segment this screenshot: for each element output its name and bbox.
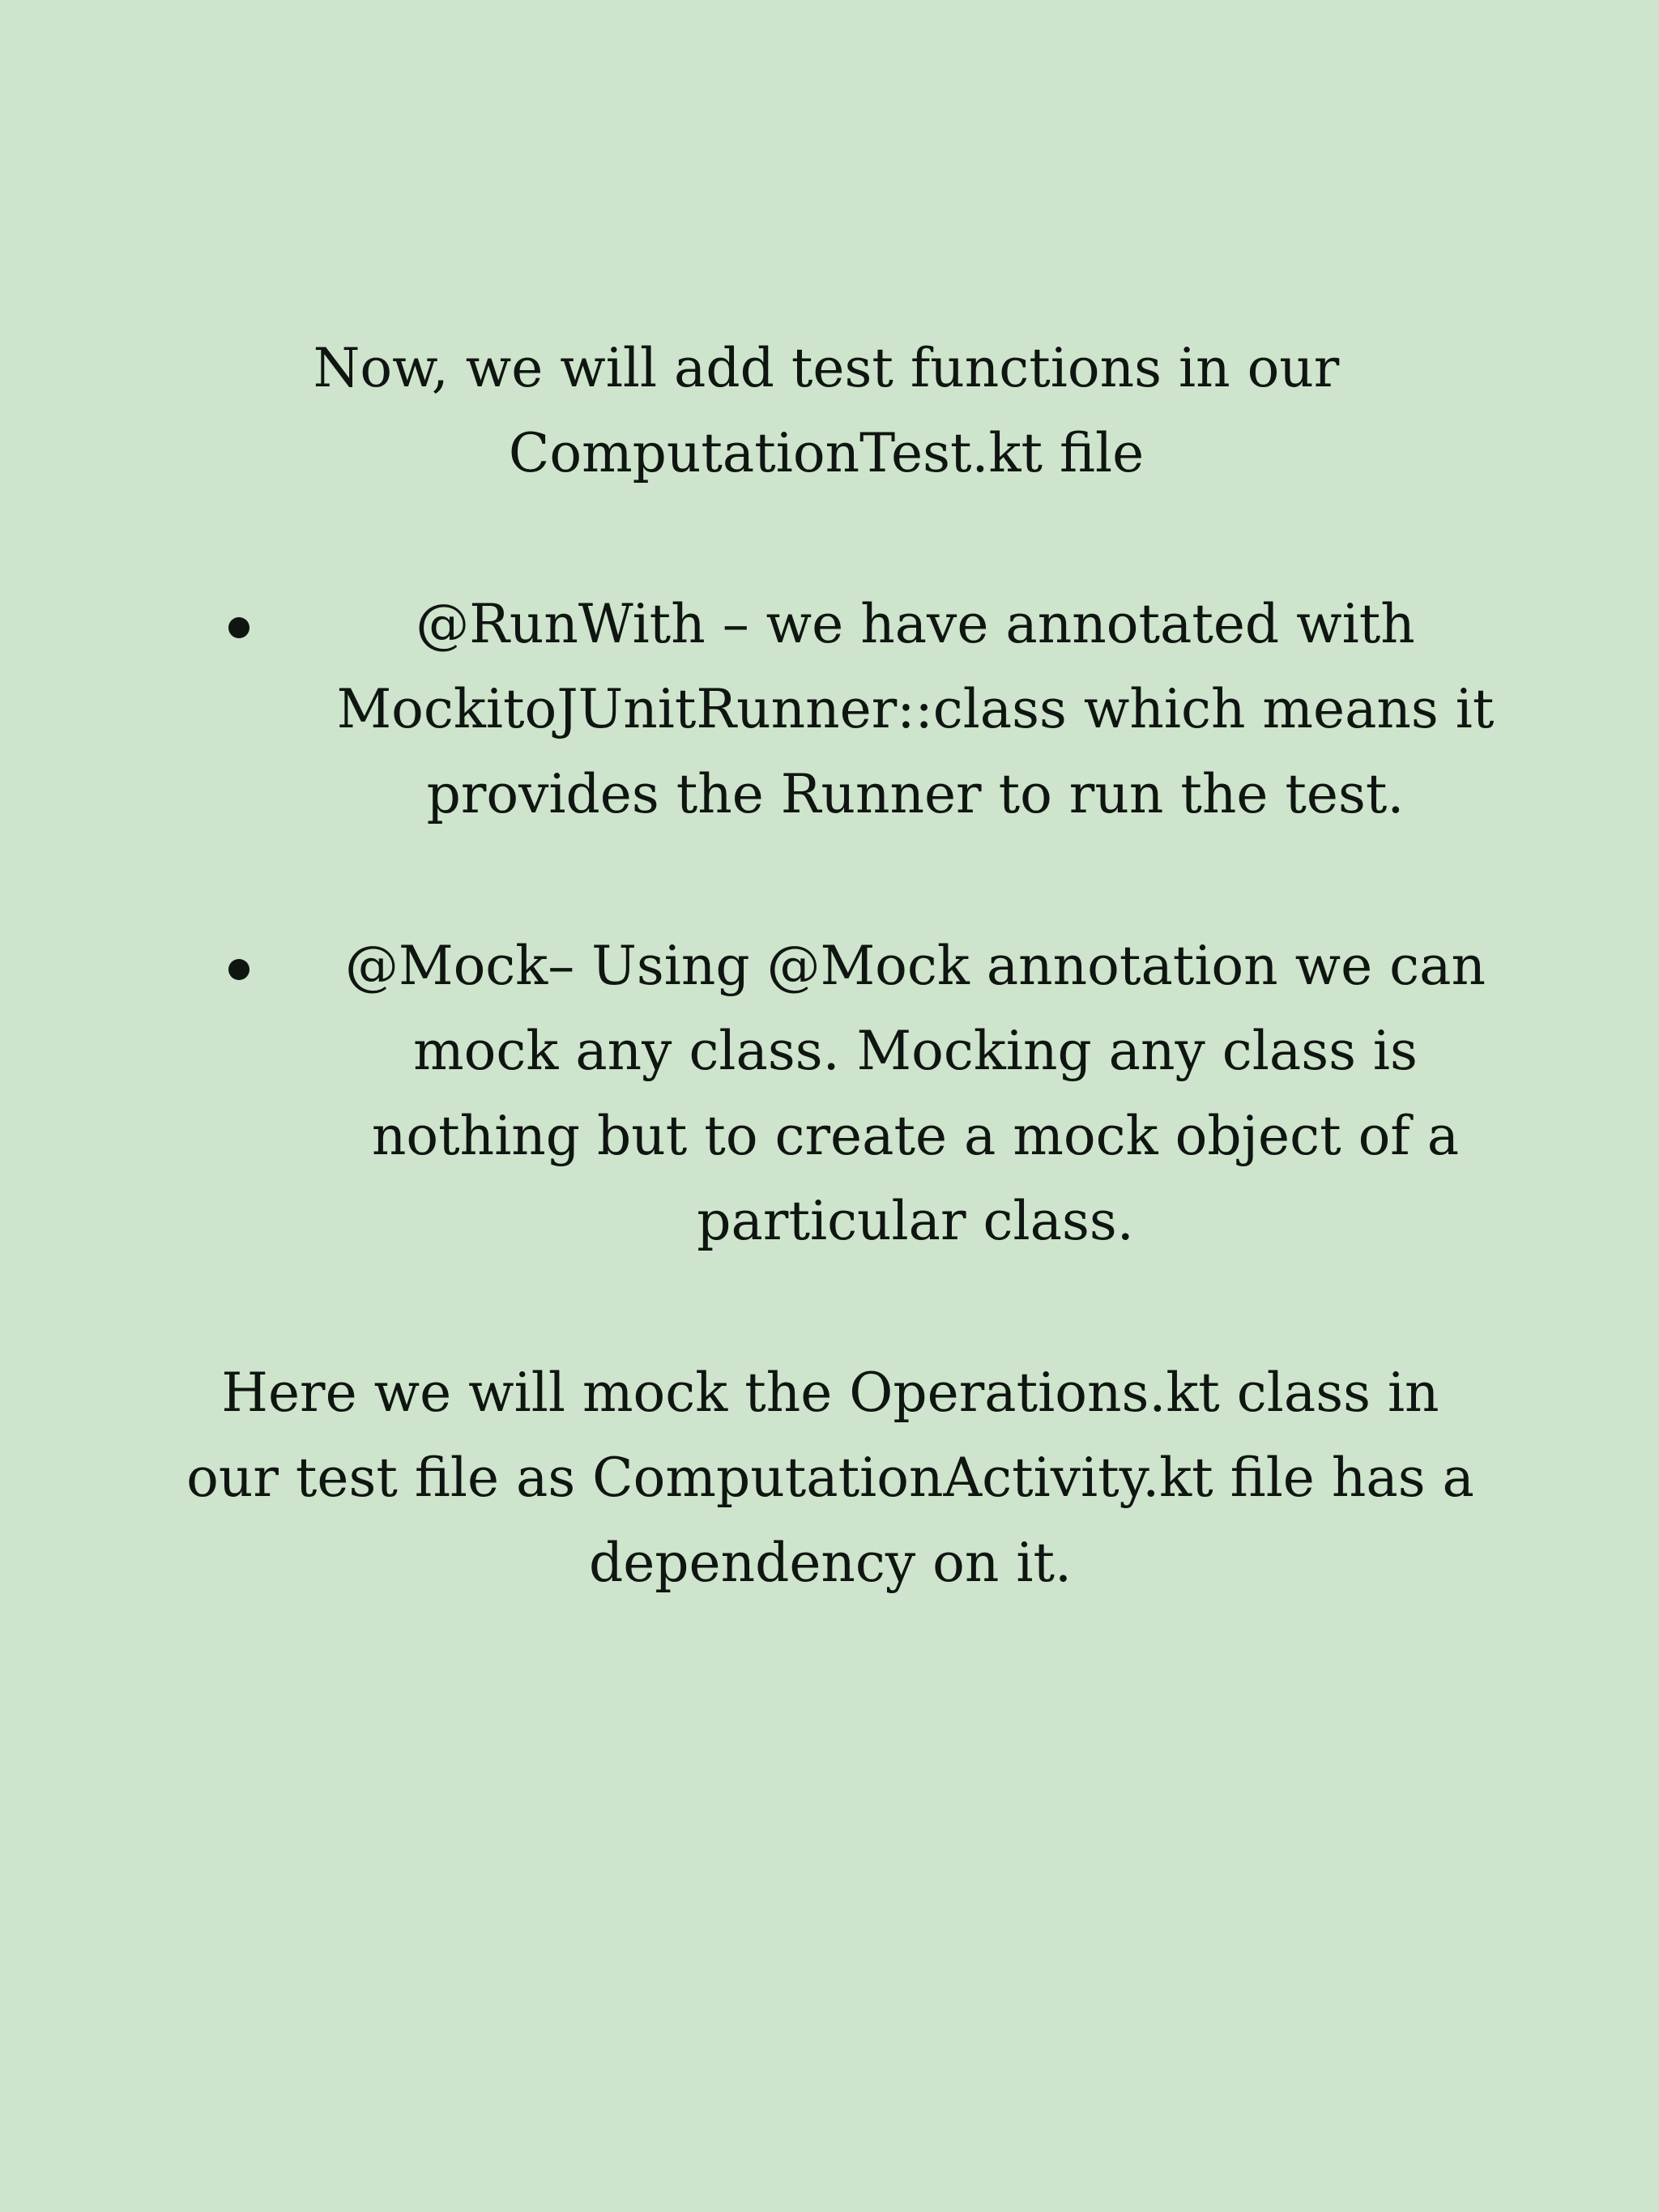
bullet-line: @RunWith – we have annotated with (416, 593, 1415, 655)
bullet-text (275, 923, 1555, 1264)
outro-line: Here we will mock the Operations.kt class in (221, 1362, 1439, 1424)
bullet-line: provides the Runner to run the test. (426, 763, 1405, 825)
bullet-line: MockitoJUnitRunner::class which means it (336, 678, 1495, 740)
bullet-dot-icon (228, 959, 249, 980)
bullet-line: particular class. (697, 1190, 1134, 1252)
outro-line: our test file as ComputationActivity.kt file has a (186, 1447, 1474, 1509)
bullet-line: mock any class. Mocking any class is (413, 1020, 1418, 1082)
bullet-line: @Mock– Using @Mock annotation we can (344, 935, 1486, 997)
outro-paragraph (146, 1350, 1515, 1605)
bullet-text (275, 582, 1555, 837)
intro-line: ComputationTest.kt file (508, 422, 1145, 484)
bullet-line: nothing but to create a mock object of a (371, 1105, 1460, 1167)
intro-line: Now, we will add test functions in our (313, 337, 1340, 399)
bullet-dot-icon (228, 617, 249, 638)
intro-paragraph (267, 326, 1385, 496)
outro-line: dependency on it. (589, 1532, 1072, 1594)
